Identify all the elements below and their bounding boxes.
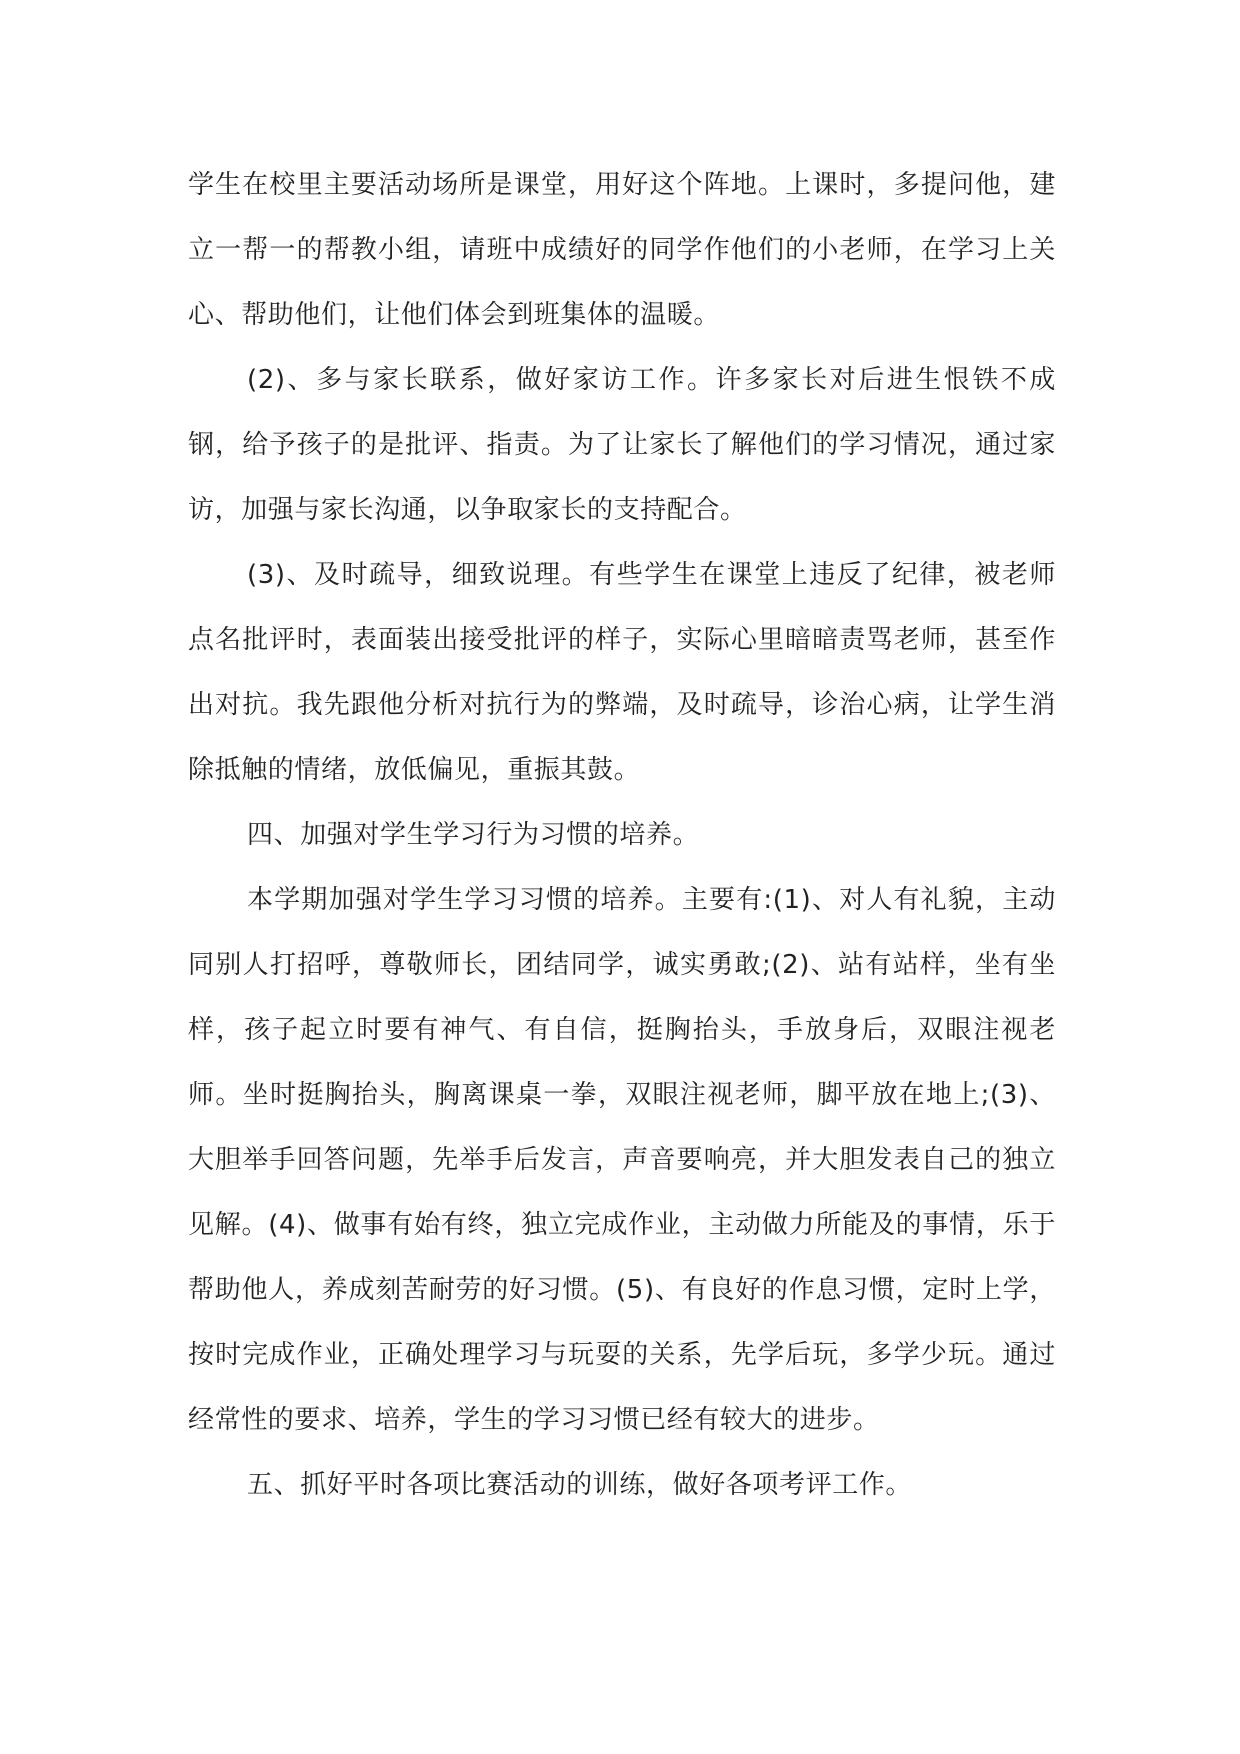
paragraph-3: (3)、及时疏导，细致说理。有些学生在课堂上违反了纪律，被老师点名批评时，表面装出接受批评的样子，实际心里暗暗责骂老师，甚至作出对抗。我先跟他分析对抗行为的弊端，及时疏导，诊治心病，让学生消除抵触的情绪，放低偏见，重振其鼓。: [188, 560, 1056, 785]
paragraph-5: 本学期加强对学生学习习惯的培养。主要有:(1)、对人有礼貌，主动同别人打招呼，尊敬师长，团结同学，诚实勇敢;(2)、站有站样，坐有坐样，孩子起立时要有神气、有自信，挺胸抬头，手放身后，双眼注视老师。坐时挺胸抬头，胸离课桌一拳，双眼注视老师，脚平放在地上;(3)、大胆举手回答问题，先举手后发言，声音要响亮，并大胆发表自己的独立见解。(4)、做事有始有终，独立完成作业，主动做力所能及的事情，乐于帮助他人，养成刻苦耐劳的好习惯。(5)、有良好的作息习惯，定时上学，按时完成作业，正确处理学习与玩耍的关系，先学后玩，多学少玩。通过经常性的要求、培养，学生的学习习惯已经有较大的进步。: [188, 885, 1056, 1435]
section-heading-4: 四、加强对学生学习行为习惯的培养。: [247, 820, 700, 850]
paragraph-2: (2)、多与家长联系，做好家访工作。许多家长对后进生恨铁不成钢，给予孩子的是批评、指责。为了让家长了解他们的学习情况，通过家访，加强与家长沟通，以争取家长的支持配合。: [188, 365, 1056, 525]
section-heading-5: 五、抓好平时各项比赛活动的训练，做好各项考评工作。: [247, 1470, 913, 1500]
document-page: [188, 153, 1056, 1518]
paragraph-1: 学生在校里主要活动场所是课堂，用好这个阵地。上课时，多提问他，建立一帮一的帮教小组，请班中成绩好的同学作他们的小老师，在学习上关心、帮助他们，让他们体会到班集体的温暖。: [188, 170, 1056, 330]
